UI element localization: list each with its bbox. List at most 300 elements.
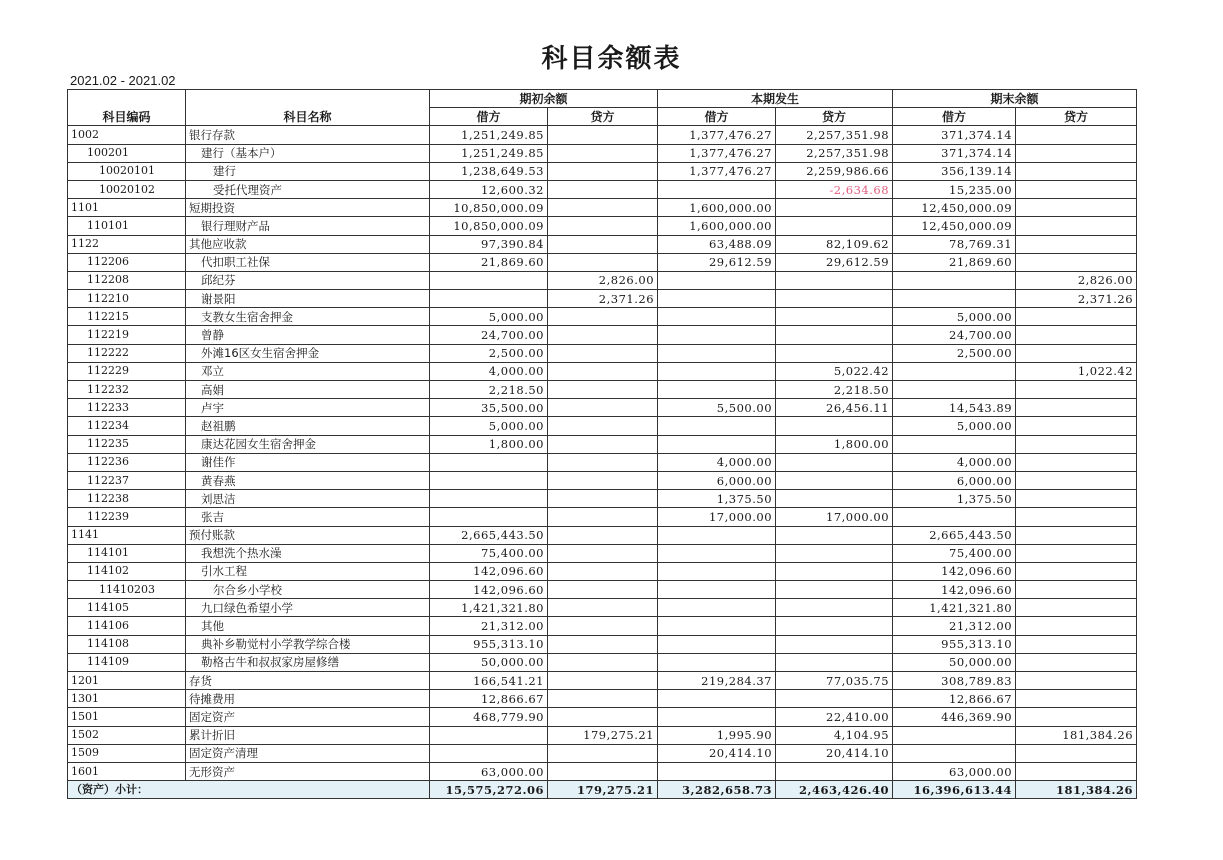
table-row: [68, 399, 1137, 417]
closing-credit-cell: 181,384.26: [1016, 726, 1137, 744]
table-row: [68, 308, 1137, 326]
closing-credit-cell: [1016, 381, 1137, 399]
account-name: 银行存款: [186, 126, 430, 144]
current-credit-cell: [776, 635, 893, 653]
closing-credit-cell: [1016, 562, 1137, 580]
opening-credit-cell: [548, 253, 658, 271]
table-row: [68, 180, 1137, 198]
current-credit-cell: [776, 617, 893, 635]
account-name: 高娟: [186, 381, 430, 399]
opening-debit-cell: 1,238,649.53: [430, 162, 548, 180]
account-code: 112238: [68, 490, 186, 508]
current-debit-cell: 1,377,476.27: [658, 144, 776, 162]
current-debit-cell: [658, 562, 776, 580]
closing-credit-cell: [1016, 544, 1137, 562]
current-credit-cell: [776, 490, 893, 508]
account-code: 112232: [68, 381, 186, 399]
account-code: 112210: [68, 290, 186, 308]
account-name: 受托代理资产: [186, 180, 430, 198]
opening-credit-cell: [548, 235, 658, 253]
opening-credit-cell: [548, 653, 658, 671]
opening-credit-cell: [548, 744, 658, 762]
header-current-debit: 借方: [658, 108, 776, 126]
account-code: 112237: [68, 471, 186, 489]
account-name: 银行理财产品: [186, 217, 430, 235]
current-debit-cell: 1,377,476.27: [658, 126, 776, 144]
opening-credit-cell: [548, 562, 658, 580]
closing-credit-cell: [1016, 581, 1137, 599]
opening-debit-cell: 10,850,000.09: [430, 199, 548, 217]
opening-credit-cell: [548, 217, 658, 235]
closing-debit-cell: 12,450,000.09: [893, 217, 1016, 235]
opening-credit-cell: [548, 471, 658, 489]
table-row: [68, 744, 1137, 762]
table-row: [68, 672, 1137, 690]
table-row: [68, 635, 1137, 653]
opening-debit-cell: 21,312.00: [430, 617, 548, 635]
account-code: 1101: [68, 199, 186, 217]
opening-debit-cell: 21,869.60: [430, 253, 548, 271]
current-credit-cell: [776, 599, 893, 617]
table-row: [68, 235, 1137, 253]
closing-credit-cell: [1016, 199, 1137, 217]
opening-credit-cell: [548, 344, 658, 362]
opening-debit-cell: 142,096.60: [430, 562, 548, 580]
closing-debit-cell: 371,374.14: [893, 126, 1016, 144]
account-code: 114108: [68, 635, 186, 653]
closing-credit-cell: [1016, 162, 1137, 180]
opening-debit-cell: 24,700.00: [430, 326, 548, 344]
current-debit-cell: [658, 180, 776, 198]
header-closing: 期末余额: [893, 90, 1137, 108]
current-credit-cell: 77,035.75: [776, 672, 893, 690]
closing-debit-cell: 2,500.00: [893, 344, 1016, 362]
closing-debit-cell: 12,450,000.09: [893, 199, 1016, 217]
current-debit-cell: [658, 762, 776, 780]
account-name: 谢景阳: [186, 290, 430, 308]
current-credit-cell: 2,257,351.98: [776, 144, 893, 162]
account-code: 110101: [68, 217, 186, 235]
account-code: 112233: [68, 399, 186, 417]
opening-debit-cell: [430, 453, 548, 471]
total-current-debit: 3,282,658.73: [658, 781, 776, 799]
opening-debit-cell: [430, 508, 548, 526]
table-row: [68, 453, 1137, 471]
closing-credit-cell: [1016, 617, 1137, 635]
opening-debit-cell: 142,096.60: [430, 581, 548, 599]
current-credit-cell: [776, 217, 893, 235]
opening-credit-cell: [548, 581, 658, 599]
header-closing-credit: 贷方: [1016, 108, 1137, 126]
table-row: [68, 126, 1137, 144]
opening-credit-cell: [548, 199, 658, 217]
account-code: 1502: [68, 726, 186, 744]
opening-credit-cell: 2,826.00: [548, 271, 658, 289]
current-credit-cell: 22,410.00: [776, 708, 893, 726]
opening-debit-cell: [430, 271, 548, 289]
table-row: [68, 271, 1137, 289]
opening-debit-cell: 2,500.00: [430, 344, 548, 362]
closing-debit-cell: 78,769.31: [893, 235, 1016, 253]
closing-credit-cell: [1016, 235, 1137, 253]
account-name: 刘思洁: [186, 490, 430, 508]
closing-debit-cell: 1,375.50: [893, 490, 1016, 508]
account-code: 112236: [68, 453, 186, 471]
table-row: [68, 562, 1137, 580]
opening-credit-cell: [548, 526, 658, 544]
closing-credit-cell: [1016, 344, 1137, 362]
opening-debit-cell: [430, 490, 548, 508]
closing-credit-cell: [1016, 490, 1137, 508]
opening-debit-cell: 1,251,249.85: [430, 144, 548, 162]
opening-debit-cell: [430, 471, 548, 489]
closing-debit-cell: 50,000.00: [893, 653, 1016, 671]
current-credit-cell: 20,414.10: [776, 744, 893, 762]
opening-credit-cell: [548, 635, 658, 653]
closing-debit-cell: [893, 508, 1016, 526]
current-credit-cell: [776, 453, 893, 471]
account-name: 预付账款: [186, 526, 430, 544]
opening-credit-cell: [548, 672, 658, 690]
opening-debit-cell: 2,665,443.50: [430, 526, 548, 544]
closing-debit-cell: [893, 726, 1016, 744]
closing-credit-cell: [1016, 326, 1137, 344]
opening-debit-cell: 5,000.00: [430, 308, 548, 326]
opening-credit-cell: [548, 417, 658, 435]
balance-table: [67, 89, 1137, 799]
total-opening-credit: 179,275.21: [548, 781, 658, 799]
current-credit-cell: 82,109.62: [776, 235, 893, 253]
current-debit-cell: [658, 653, 776, 671]
opening-credit-cell: [548, 399, 658, 417]
current-credit-cell: [776, 308, 893, 326]
closing-credit-cell: [1016, 144, 1137, 162]
current-debit-cell: [658, 617, 776, 635]
total-closing-debit: 16,396,613.44: [893, 781, 1016, 799]
closing-debit-cell: [893, 381, 1016, 399]
opening-credit-cell: [548, 508, 658, 526]
closing-credit-cell: [1016, 253, 1137, 271]
opening-credit-cell: [548, 435, 658, 453]
current-debit-cell: 1,995.90: [658, 726, 776, 744]
current-debit-cell: [658, 326, 776, 344]
closing-credit-cell: [1016, 744, 1137, 762]
opening-debit-cell: 35,500.00: [430, 399, 548, 417]
closing-debit-cell: 5,000.00: [893, 417, 1016, 435]
account-name: 我想洗个热水澡: [186, 544, 430, 562]
opening-credit-cell: [548, 162, 658, 180]
account-name: 支教女生宿舍押金: [186, 308, 430, 326]
header-closing-debit: 借方: [893, 108, 1016, 126]
closing-credit-cell: [1016, 762, 1137, 780]
closing-credit-cell: [1016, 417, 1137, 435]
closing-credit-cell: [1016, 399, 1137, 417]
closing-credit-cell: [1016, 653, 1137, 671]
closing-debit-cell: [893, 435, 1016, 453]
current-credit-cell: [776, 344, 893, 362]
closing-credit-cell: [1016, 708, 1137, 726]
table-row: [68, 253, 1137, 271]
current-credit-cell: [776, 690, 893, 708]
current-credit-cell: [776, 653, 893, 671]
total-opening-debit: 15,575,272.06: [430, 781, 548, 799]
closing-debit-cell: 6,000.00: [893, 471, 1016, 489]
account-name: 外滩16区女生宿舍押金: [186, 344, 430, 362]
current-debit-cell: 6,000.00: [658, 471, 776, 489]
closing-debit-cell: 955,313.10: [893, 635, 1016, 653]
table-row: [68, 599, 1137, 617]
current-credit-cell: 4,104.95: [776, 726, 893, 744]
table-body: [68, 126, 1137, 781]
current-credit-cell: [776, 271, 893, 289]
closing-debit-cell: 308,789.83: [893, 672, 1016, 690]
current-debit-cell: 63,488.09: [658, 235, 776, 253]
account-code: 1301: [68, 690, 186, 708]
opening-debit-cell: 5,000.00: [430, 417, 548, 435]
opening-debit-cell: [430, 744, 548, 762]
closing-debit-cell: 371,374.14: [893, 144, 1016, 162]
closing-debit-cell: 356,139.14: [893, 162, 1016, 180]
closing-credit-cell: [1016, 126, 1137, 144]
opening-credit-cell: [548, 362, 658, 380]
account-code: 114105: [68, 599, 186, 617]
closing-credit-cell: [1016, 217, 1137, 235]
table-row: [68, 581, 1137, 599]
current-credit-cell: [776, 562, 893, 580]
opening-debit-cell: 12,866.67: [430, 690, 548, 708]
account-name: 邓立: [186, 362, 430, 380]
closing-debit-cell: [893, 290, 1016, 308]
current-credit-cell: -2,634.68: [776, 180, 893, 198]
opening-debit-cell: 10,850,000.09: [430, 217, 548, 235]
table-row: [68, 162, 1137, 180]
total-label: （资产）小计：: [68, 781, 430, 799]
closing-debit-cell: [893, 271, 1016, 289]
report-period: 2021.02 - 2021.02: [70, 73, 176, 88]
current-credit-cell: [776, 199, 893, 217]
table-row: [68, 708, 1137, 726]
opening-debit-cell: 468,779.90: [430, 708, 548, 726]
closing-debit-cell: 24,700.00: [893, 326, 1016, 344]
opening-debit-cell: 1,421,321.80: [430, 599, 548, 617]
current-credit-cell: 5,022.42: [776, 362, 893, 380]
account-name: 其他应收款: [186, 235, 430, 253]
header-opening-debit: 借方: [430, 108, 548, 126]
current-debit-cell: [658, 417, 776, 435]
header-current: 本期发生: [658, 90, 893, 108]
current-debit-cell: 1,600,000.00: [658, 217, 776, 235]
opening-debit-cell: 75,400.00: [430, 544, 548, 562]
closing-debit-cell: [893, 744, 1016, 762]
account-name: 典补乡勒觉村小学教学综合楼: [186, 635, 430, 653]
account-name: 固定资产: [186, 708, 430, 726]
closing-debit-cell: 21,869.60: [893, 253, 1016, 271]
current-debit-cell: [658, 708, 776, 726]
current-debit-cell: [658, 271, 776, 289]
opening-credit-cell: [548, 381, 658, 399]
account-name: 其他: [186, 617, 430, 635]
table-row: [68, 217, 1137, 235]
current-debit-cell: [658, 544, 776, 562]
closing-debit-cell: 142,096.60: [893, 581, 1016, 599]
header-name: 科目名称: [186, 90, 430, 126]
opening-credit-cell: [548, 453, 658, 471]
current-debit-cell: [658, 526, 776, 544]
opening-credit-cell: [548, 690, 658, 708]
table-row: [68, 508, 1137, 526]
current-credit-cell: 1,800.00: [776, 435, 893, 453]
closing-credit-cell: 1,022.42: [1016, 362, 1137, 380]
current-credit-cell: 29,612.59: [776, 253, 893, 271]
table-row: [68, 617, 1137, 635]
header-opening: 期初余额: [430, 90, 658, 108]
opening-debit-cell: 4,000.00: [430, 362, 548, 380]
account-code: 1501: [68, 708, 186, 726]
current-debit-cell: 1,377,476.27: [658, 162, 776, 180]
closing-credit-cell: [1016, 599, 1137, 617]
account-code: 112208: [68, 271, 186, 289]
current-debit-cell: [658, 690, 776, 708]
account-code: 112206: [68, 253, 186, 271]
current-debit-cell: [658, 290, 776, 308]
current-debit-cell: 17,000.00: [658, 508, 776, 526]
current-credit-cell: 2,257,351.98: [776, 126, 893, 144]
account-name: 张吉: [186, 508, 430, 526]
opening-debit-cell: 63,000.00: [430, 762, 548, 780]
account-name: 黄春燕: [186, 471, 430, 489]
table-row: [68, 653, 1137, 671]
current-debit-cell: 20,414.10: [658, 744, 776, 762]
closing-debit-cell: 15,235.00: [893, 180, 1016, 198]
account-code: 11410203: [68, 581, 186, 599]
opening-debit-cell: [430, 726, 548, 744]
closing-credit-cell: [1016, 690, 1137, 708]
closing-credit-cell: [1016, 508, 1137, 526]
closing-debit-cell: 4,000.00: [893, 453, 1016, 471]
closing-debit-cell: 446,369.90: [893, 708, 1016, 726]
account-name: 曾静: [186, 326, 430, 344]
table-row: [68, 290, 1137, 308]
table-row: [68, 326, 1137, 344]
opening-credit-cell: [548, 326, 658, 344]
table-row: [68, 544, 1137, 562]
account-name: 存货: [186, 672, 430, 690]
opening-credit-cell: [548, 180, 658, 198]
account-name: 九口绿色希望小学: [186, 599, 430, 617]
table-row: [68, 726, 1137, 744]
opening-credit-cell: [548, 544, 658, 562]
opening-debit-cell: 50,000.00: [430, 653, 548, 671]
current-credit-cell: 26,456.11: [776, 399, 893, 417]
opening-debit-cell: 12,600.32: [430, 180, 548, 198]
opening-credit-cell: [548, 617, 658, 635]
opening-credit-cell: [548, 708, 658, 726]
account-name: 建行（基本户）: [186, 144, 430, 162]
current-credit-cell: [776, 290, 893, 308]
header-code: 科目编码: [68, 90, 186, 126]
account-code: 114102: [68, 562, 186, 580]
current-debit-cell: 1,600,000.00: [658, 199, 776, 217]
closing-credit-cell: [1016, 672, 1137, 690]
opening-credit-cell: [548, 490, 658, 508]
current-debit-cell: [658, 599, 776, 617]
account-code: 112222: [68, 344, 186, 362]
account-code: 112235: [68, 435, 186, 453]
account-code: 10020102: [68, 180, 186, 198]
current-debit-cell: 5,500.00: [658, 399, 776, 417]
opening-debit-cell: [430, 290, 548, 308]
account-code: 1201: [68, 672, 186, 690]
table-row: [68, 762, 1137, 780]
current-debit-cell: [658, 381, 776, 399]
account-code: 114101: [68, 544, 186, 562]
table-row: [68, 144, 1137, 162]
current-credit-cell: [776, 526, 893, 544]
closing-debit-cell: 21,312.00: [893, 617, 1016, 635]
closing-debit-cell: 75,400.00: [893, 544, 1016, 562]
closing-credit-cell: [1016, 526, 1137, 544]
opening-credit-cell: [548, 126, 658, 144]
closing-debit-cell: 1,421,321.80: [893, 599, 1016, 617]
account-code: 112215: [68, 308, 186, 326]
account-code: 112229: [68, 362, 186, 380]
current-credit-cell: [776, 471, 893, 489]
closing-debit-cell: 5,000.00: [893, 308, 1016, 326]
current-credit-cell: [776, 762, 893, 780]
opening-credit-cell: 179,275.21: [548, 726, 658, 744]
closing-debit-cell: 12,866.67: [893, 690, 1016, 708]
closing-credit-cell: 2,371.26: [1016, 290, 1137, 308]
closing-debit-cell: 2,665,443.50: [893, 526, 1016, 544]
current-debit-cell: [658, 581, 776, 599]
header-current-credit: 贷方: [776, 108, 893, 126]
current-debit-cell: 219,284.37: [658, 672, 776, 690]
table-row: [68, 199, 1137, 217]
current-debit-cell: 1,375.50: [658, 490, 776, 508]
current-debit-cell: [658, 344, 776, 362]
account-name: 固定资产清理: [186, 744, 430, 762]
current-debit-cell: [658, 435, 776, 453]
closing-credit-cell: [1016, 635, 1137, 653]
table-row: [68, 435, 1137, 453]
account-name: 赵祖鹏: [186, 417, 430, 435]
table-row: [68, 490, 1137, 508]
account-name: 累计折旧: [186, 726, 430, 744]
closing-debit-cell: 14,543.89: [893, 399, 1016, 417]
account-code: 10020101: [68, 162, 186, 180]
table-row: [68, 344, 1137, 362]
current-debit-cell: [658, 308, 776, 326]
table-row: [68, 526, 1137, 544]
account-code: 1601: [68, 762, 186, 780]
total-closing-credit: 181,384.26: [1016, 781, 1137, 799]
table-row: [68, 417, 1137, 435]
current-credit-cell: [776, 581, 893, 599]
account-code: 114106: [68, 617, 186, 635]
closing-credit-cell: [1016, 308, 1137, 326]
opening-debit-cell: 2,218.50: [430, 381, 548, 399]
opening-credit-cell: [548, 762, 658, 780]
account-name: 邱纪芬: [186, 271, 430, 289]
report-title: 科目余额表: [541, 44, 682, 74]
total-row: [68, 781, 1137, 799]
account-name: 代扣职工社保: [186, 253, 430, 271]
table-row: [68, 471, 1137, 489]
account-code: 1141: [68, 526, 186, 544]
account-name: 康达花园女生宿舍押金: [186, 435, 430, 453]
current-debit-cell: [658, 635, 776, 653]
account-name: 引水工程: [186, 562, 430, 580]
